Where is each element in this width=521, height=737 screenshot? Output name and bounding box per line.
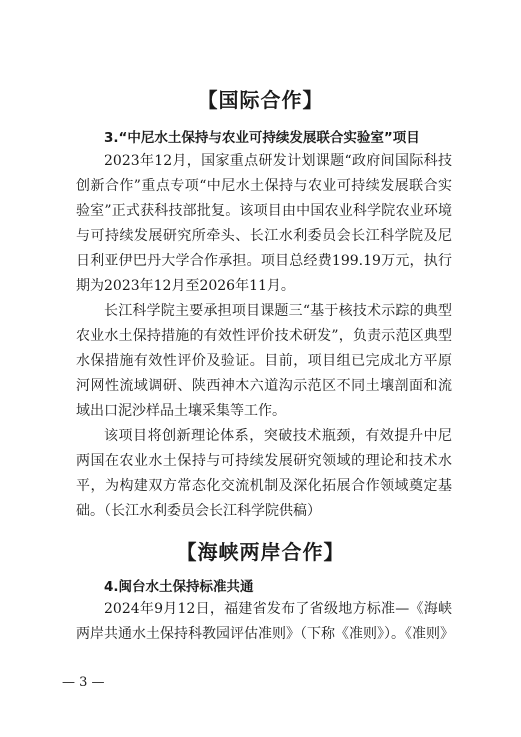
page-number: — 3 —: [62, 675, 105, 690]
paragraph-project-significance: 该项目将创新理论体系，突破技术瓶颈，有效提升中尼两国在农业水土保持与可持续发展研究领域的理论和技术水平，为构建双方常态化交流机制及深化拓展合作领域奠定基础。（长江水利委员会长江科学院供稿）: [76, 428, 452, 519]
item-title-sino-nigeria-lab: 3.“中尼水土保持与农业可持续发展联合实验室”项目: [104, 130, 420, 146]
item-title-fujian-taiwan-standard: 4.闽台水土保持标准共通: [104, 579, 254, 595]
section-heading-international: 【国际合作】: [197, 88, 324, 112]
paragraph-standard-release: 2024年9月12日，福建省发布了省级地方标准—《海峡两岸共通水土保持科教园评估准则》（下称《准则》）。《准则》: [76, 601, 454, 642]
paragraph-project-approval: 2023年12月，国家重点研发计划课题“政府间国际科技创新合作”重点专项“中尼水土保持与农业可持续发展联合实验室”正式获科技部批复。该项目由中国农业科学院农业环境与可持续发展研究所牵头、长江水利委员会长江科学院及尼日利亚伊巴丹大学合作承担。项目总经费199.19万元，执行期为2023年12月至2026年11月。: [76, 153, 452, 294]
paragraph-cky-tasks: 长江科学院主要承担项目课题三“基于核技术示踪的典型农业水土保持措施的有效性评价技术研发”，负责示范区典型水保措施有效性评价及验证。目前，项目组已完成北方平原河网性流域调研、陕西神木六道沟示范区不同土壤剖面和流域出口泥沙样品土壤采集等工作。: [76, 303, 452, 419]
section-heading-cross-strait: 【海峡两岸合作】: [176, 540, 345, 564]
